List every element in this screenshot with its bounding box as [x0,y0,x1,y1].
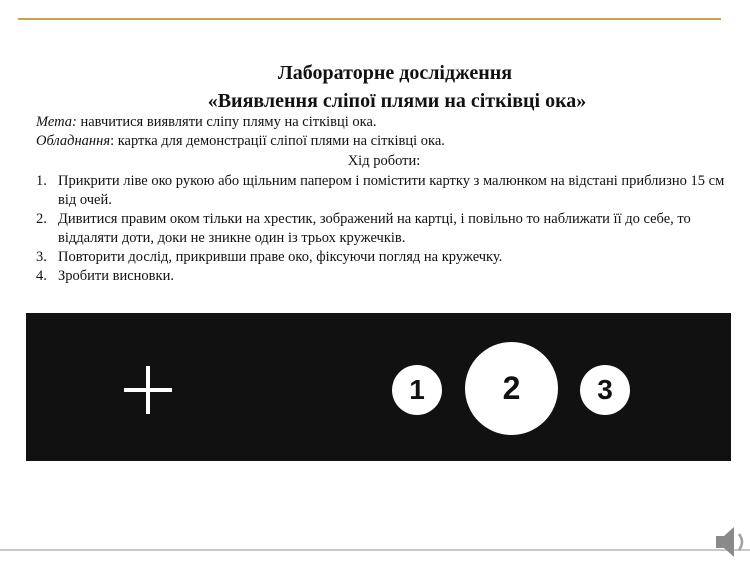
equipment-body: : картка для демонстрації сліпої плями на сітківці ока. [110,133,445,149]
step-number: 4. [36,268,47,284]
equipment-text [36,132,726,151]
circle-2: 2 [465,342,558,435]
step-number: 3. [36,249,47,265]
top-divider [18,18,721,20]
step-text: Повторити дослід, прикривши праве око, фіксуючи погляд на кружечку. [58,249,503,265]
step-item [36,267,726,286]
title-line-1: Лабораторне дослідження [277,62,513,84]
circle-1: 1 [392,365,442,415]
bottom-divider [0,549,750,551]
step-item [36,248,726,267]
step-text: Зробити висновки. [58,268,174,284]
title-line-2: «Виявлення сліпої плями на сітківці ока» [207,90,587,112]
cross-mark-vertical [146,366,150,414]
step-text: Прикрити ліве око рукою або щільним папером і помістити картку з малюнком на відстані приблизно 15 см від очей. [58,173,725,208]
steps-list [36,172,726,286]
speaker-icon[interactable] [712,522,750,567]
step-item [36,172,726,210]
step-item [36,210,726,248]
goal-body: навчитися виявляти сліпу пляму на сітківці ока. [76,114,377,130]
goal-text [36,113,726,132]
step-number: 2. [36,211,47,227]
step-number: 1. [36,173,47,189]
course-heading: Хід роботи: [347,153,421,169]
goal-label: Мета: [36,114,77,130]
equipment-label: Обладнання [36,133,111,149]
circle-3: 3 [580,365,630,415]
step-text: Дивитися правим оком тільки на хрестик, зображений на картці, і повільно то наближати її до себе, то віддаляти доти, доки не зникне один із трьох кружечків. [58,211,691,246]
